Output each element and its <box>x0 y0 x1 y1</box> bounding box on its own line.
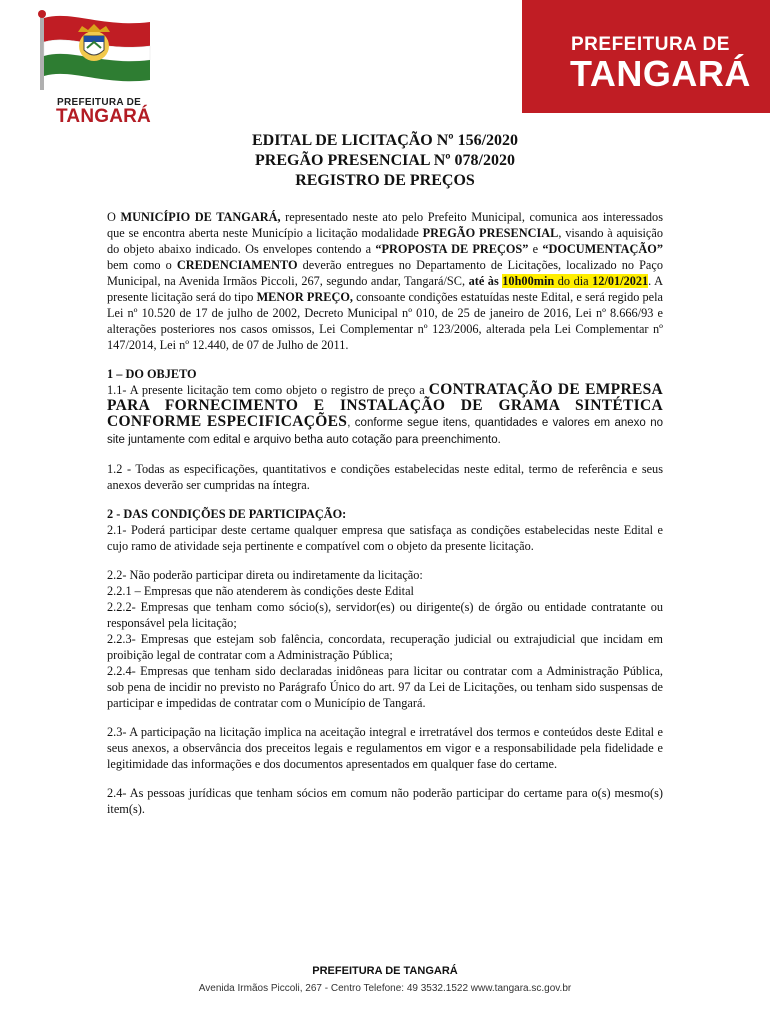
section-2-2-1: 2.2.1 – Empresas que não atenderem às condições deste Edital <box>107 584 414 598</box>
intro-bold: até às <box>468 274 503 288</box>
edital-title: EDITAL DE LICITAÇÃO Nº 156/2020 <box>251 132 519 149</box>
intro-text: deverão entregues no Departamento de Licitações, localizado no Paço Municipal, na Avenida Irmãos Piccoli, 267, segundo andar, Tangará/SC, <box>107 258 663 288</box>
deadline-date: 12/01/2021 <box>592 274 649 288</box>
pregao-title: PREGÃO PRESENCIAL Nº 078/2020 <box>255 152 515 169</box>
clause-text: 1.1- A presente licitação tem como objeto o registro de preço a <box>107 383 429 397</box>
deadline-time: 10h00min <box>502 274 555 288</box>
intro-text: bem como o <box>107 258 177 272</box>
section-heading-text: 2 - DAS CONDIÇÕES DE PARTICIPAÇÃO: <box>107 507 347 521</box>
intro-text: , visando à aquisição do objeto abaixo indicado. Os envelopes contendo a <box>107 226 663 256</box>
section-2-3: 2.3- A participação na licitação implica na aceitação integral e irretratável dos termos e conteúdos deste Edital e seus anexos, a observância dos preceitos legais e regulamentos em vigor e a responsabilidade pela fidelidade e legitimidade das informações e dos documentos apresentados em qualquer fase do certame. <box>107 725 663 771</box>
intro-bold: MUNICÍPIO DE TANGARÁ, <box>120 210 281 224</box>
intro-text: O <box>107 210 121 224</box>
intro-bold: “PROPOSTA DE PREÇOS” <box>375 242 529 256</box>
section-1-2: 1.2 - Todas as especificações, quantitativos e condições estabelecidas neste edital, termo de referência e seus anexos deverão ser cumpridas na íntegra. <box>107 462 663 492</box>
footer-title: PREFEITURA DE TANGARÁ <box>312 965 458 977</box>
section-heading-text: 1 – DO OBJETO <box>107 367 197 381</box>
intro-bold: MENOR PREÇO, <box>256 290 353 304</box>
intro-bold: CREDENCIAMENTO <box>176 258 298 272</box>
intro-text: consoante condições estatuídas neste Edital, e será regido pela Lei nº 10.520 de 17 de julho de 2002, Decreto Municipal nº 010, de 25 de janeiro de 2016, Lei nº 8.666/93 e alterações posteriores nos casos omissos, Lei Complementar nº 123/2006, alterada pela Lei Complementar nº 147/2014, Lei nº 12.440, de 07 de Julho de 2011. <box>107 290 663 352</box>
section-2-2-4: 2.2.4- Empresas que tenham sido declaradas inidôneas para licitar ou contratar com a Administração Pública, sob pena de incidir no previsto no Parágrafo Único do art. 97 da Lei de Licitações, ou tenham sido suspensas de participar e impedidas de contratar com o Município de Tangará. <box>107 664 663 710</box>
logo-text-line2: TANGARÁ <box>56 106 151 127</box>
intro-paragraph <box>107 209 663 353</box>
section-2-2-3: 2.2.3- Empresas que estejam sob falência, concordata, recuperação judicial ou extrajudicial que incidam em proibição legal de contratar com a Administração Pública; <box>107 632 663 662</box>
section-1-1 <box>107 382 663 448</box>
section-2-1: 2.1- Poderá participar deste certame qualquer empresa que satisfaça as condições estabelecidas neste Edital e cujo ramo de atividade seja pertinente e compatível com o objeto da presente licitação. <box>107 523 663 553</box>
intro-bold: “DOCUMENTAÇÃO” <box>542 242 663 256</box>
intro-text: . A presente licitação será do tipo <box>107 274 663 304</box>
brand-title-line2: TANGARÁ <box>570 53 751 94</box>
object-description: CONTRATAÇÃO DE EMPRESA PARA FORNECIMENTO E INSTALAÇÃO DE GRAMA SINTÉTICA CONFORME ESPECIFICAÇÕES <box>107 381 663 430</box>
intro-bold: PREGÃO PRESENCIAL <box>422 226 559 240</box>
section-1-heading <box>107 366 663 382</box>
intro-text: e <box>528 242 543 256</box>
registro-title: REGISTRO DE PREÇOS <box>295 172 475 189</box>
document-body <box>107 209 663 817</box>
brand-title-line1: PREFEITURA DE <box>571 34 730 55</box>
clause-text: , conforme segue itens, quantidades e valores em anexo no site juntamente com edital e arquivo betha auto cotação para preenchimento. <box>107 417 663 446</box>
section-2-2: 2.2- Não poderão participar direta ou indiretamente da licitação: <box>107 568 423 582</box>
section-2-heading <box>107 506 663 522</box>
footer-contact: Avenida Irmãos Piccoli, 267 - Centro Telefone: 49 3532.1522 www.tangara.sc.gov.br <box>198 983 572 994</box>
section-2-4: 2.4- As pessoas jurídicas que tenham sócios em comum não poderão participar do certame para o(s) mesmo(s) item(s). <box>107 786 663 816</box>
page-header <box>0 0 770 130</box>
intro-text: representado neste ato pelo Prefeito Municipal, comunica aos interessados que se encontra aberta neste Município a licitação modalidade <box>107 210 663 240</box>
deadline-text: do dia <box>554 274 593 288</box>
logo-text-line1: PREFEITURA DE <box>57 97 142 108</box>
section-2-2-2: 2.2.2- Empresas que tenham como sócio(s), servidor(es) ou dirigente(s) de órgão ou entidade contratante ou responsável pela licitação; <box>107 600 663 630</box>
